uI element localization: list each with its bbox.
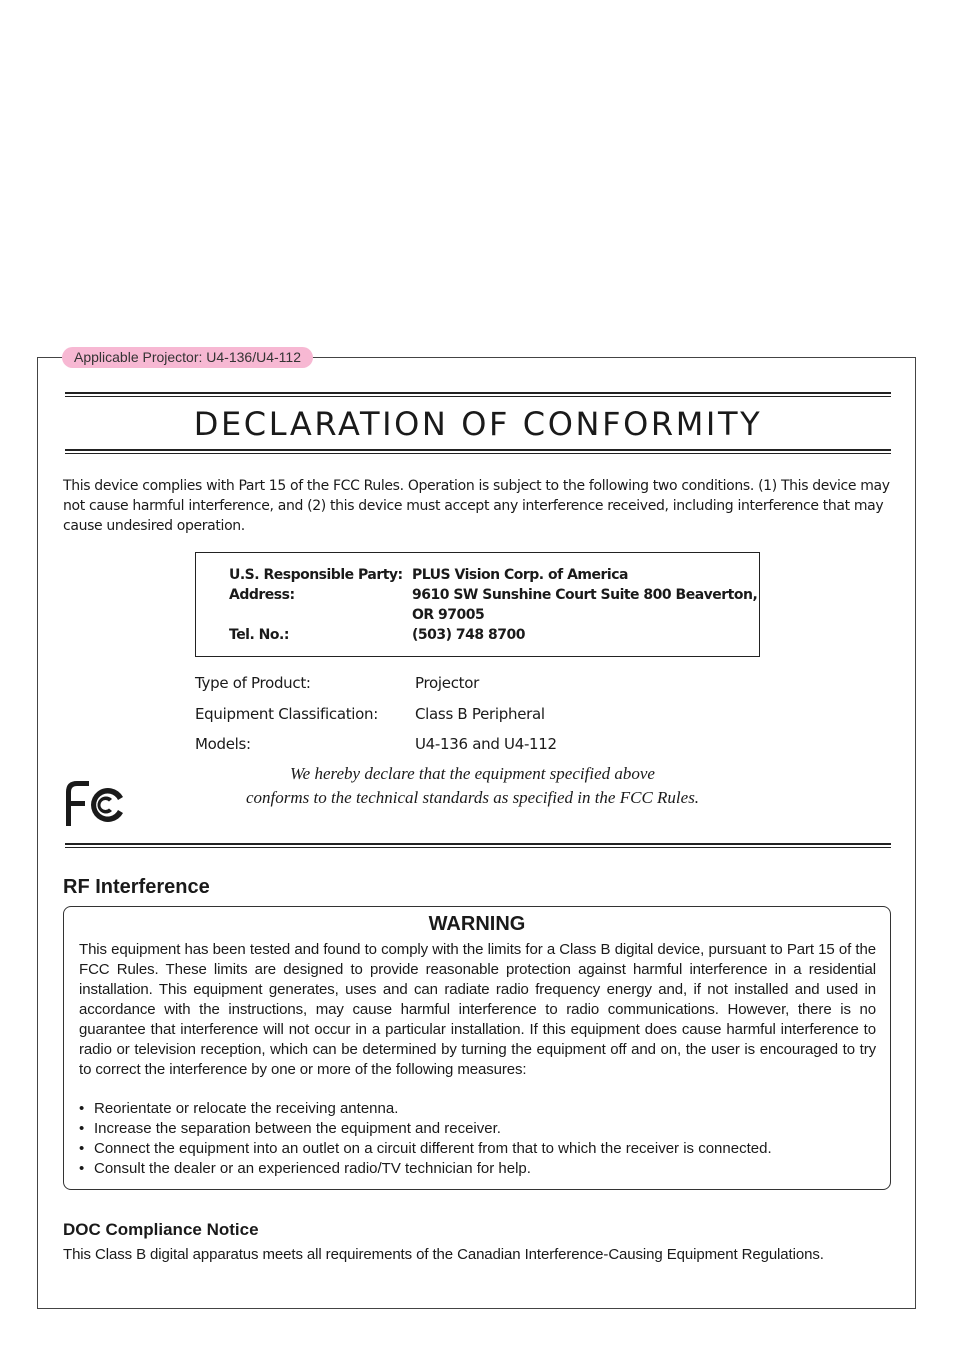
bullet-icon: •	[79, 1160, 85, 1177]
tel-value: (503) 748 8700	[412, 627, 525, 643]
warning-box	[63, 906, 891, 1190]
fcc-logo	[63, 778, 133, 828]
declaration-line-2: conforms to the technical standards as specified in the FCC Rules.	[245, 788, 700, 807]
rf-interference-heading: RF Interference	[63, 876, 210, 898]
spec-label-models: Models:	[195, 735, 251, 753]
doc-compliance-heading: DOC Compliance Notice	[63, 1220, 259, 1239]
title-rule-top	[65, 392, 891, 397]
page-title: DECLARATION OF CONFORMITY	[193, 405, 763, 443]
list-item: • Connect the equipment into an outlet on a circuit different from that to which the receiver is connected.	[79, 1140, 772, 1157]
bullet-icon: •	[79, 1120, 85, 1137]
applicable-projector-tag: Applicable Projector: U4-136/U4-112	[62, 347, 313, 368]
spec-label-product-type: Type of Product:	[195, 674, 311, 692]
spec-value-models: U4-136 and U4-112	[415, 735, 557, 753]
spec-value-classification: Class B Peripheral	[415, 705, 545, 723]
address-label: Address:	[229, 587, 295, 603]
spec-label-classification: Equipment Classification:	[195, 705, 378, 723]
tel-label: Tel. No.:	[229, 627, 289, 643]
title-rule-bottom	[65, 449, 891, 454]
bullet-icon: •	[79, 1100, 85, 1117]
list-item: • Increase the separation between the equipment and receiver.	[79, 1120, 501, 1137]
warning-text: This equipment has been tested and found to comply with the limits for a Class B digital device, pursuant to Part 15 of the FCC Rules. These limits are designed to provide reasonable protection against harmful interference in a residential installation. This equipment generates, uses and can radiate radio frequency energy and, if not installed and used in accordance with the instructions, may cause harmful interference to radio communications. However, there is no guarantee that interference will not occur in a particular installation. If this equipment does cause harmful interference to radio or television reception, which can be determined by turning the equipment off and on, the user is encouraged to try to correct the interference by one or more of the following measures:	[79, 941, 876, 1078]
declaration-line-1: We hereby declare that the equipment specified above	[290, 764, 655, 783]
declaration-statement	[195, 762, 750, 810]
spec-value-product-type: Projector	[415, 674, 479, 692]
bullet-icon: •	[79, 1140, 85, 1157]
party-value: PLUS Vision Corp. of America	[412, 567, 628, 583]
fcc-intro-text: This device complies with Part 15 of the FCC Rules. Operation is subject to the following two conditions. (1) This device may not cause harmful interference, and (2) this device must accept any interference received, including interference that may cause undesired operation.	[63, 478, 890, 534]
section-rule	[65, 843, 891, 848]
responsible-party-box	[195, 552, 760, 657]
address-line-2: OR 97005	[412, 607, 485, 623]
address-line-1: 9610 SW Sunshine Court Suite 800 Beaverton,	[412, 587, 758, 603]
list-item: • Consult the dealer or an experienced radio/TV technician for help.	[79, 1160, 531, 1177]
list-item: • Reorientate or relocate the receiving antenna.	[79, 1100, 399, 1117]
party-label: U.S. Responsible Party:	[229, 567, 403, 583]
doc-compliance-text: This Class B digital apparatus meets all requirements of the Canadian Interference-Causing Equipment Regulations.	[63, 1246, 824, 1263]
warning-title: WARNING	[428, 913, 526, 935]
measures-list	[79, 1099, 876, 1179]
